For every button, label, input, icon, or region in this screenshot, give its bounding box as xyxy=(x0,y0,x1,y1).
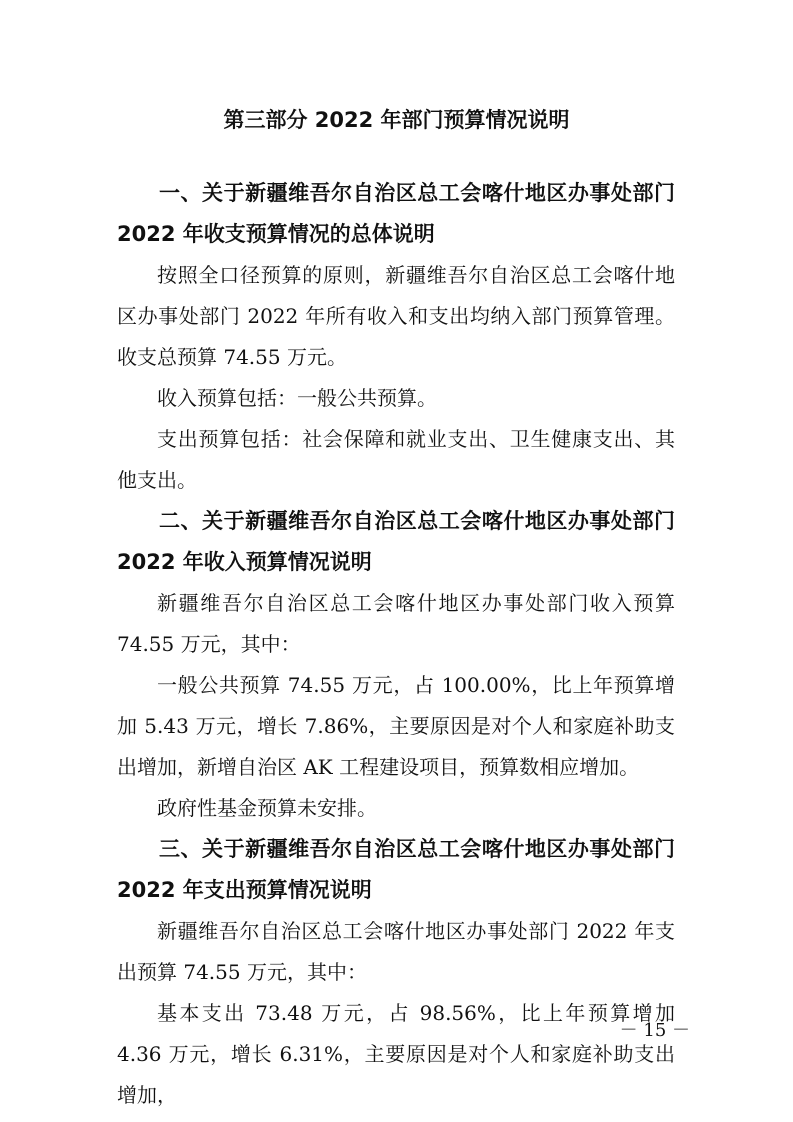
section-2-paragraph-2: 一般公共预算 74.55 万元，占 100.00%，比上年预算增加 5.43 万元，增长 7.86%，主要原因是对个人和家庭补助支出增加，新增自治区 AK 工程建设项目，预算数相应增加。 xyxy=(117,673,675,779)
section-3-paragraph-2: 基本支出 73.48 万元，占 98.56%，比上年预算增加 4.36 万元，增长 6.31%，主要原因是对个人和家庭补助支出增加， xyxy=(117,1001,675,1107)
page-title: 第三部分 2022 年部门预算情况说明 xyxy=(223,108,570,132)
section-1-heading: 一、关于新疆维吾尔自治区总工会喀什地区办事处部门2022 年收支预算情况的总体说明 xyxy=(117,181,675,246)
section-3-paragraph-1: 新疆维吾尔自治区总工会喀什地区办事处部门 2022 年支出预算 74.55 万元，其中： xyxy=(117,919,675,984)
section-1-paragraph-1: 按照全口径预算的原则，新疆维吾尔自治区总工会喀什地区办事处部门 2022 年所有收入和支出均纳入部门预算管理。收支总预算 74.55 万元。 xyxy=(117,263,675,369)
document-body xyxy=(117,173,675,1116)
section-2-paragraph-3: 政府性基金预算未安排。 xyxy=(157,796,377,820)
section-2-heading: 二、关于新疆维吾尔自治区总工会喀什地区办事处部门2022 年收入预算情况说明 xyxy=(117,509,675,574)
section-1-paragraph-2: 收入预算包括：一般公共预算。 xyxy=(157,386,437,410)
section-3-heading: 三、关于新疆维吾尔自治区总工会喀什地区办事处部门2022 年支出预算情况说明 xyxy=(117,837,675,902)
page-number: － 15 － xyxy=(619,1020,690,1041)
section-1-paragraph-3: 支出预算包括：社会保障和就业支出、卫生健康支出、其他支出。 xyxy=(117,427,675,492)
section-2-paragraph-1: 新疆维吾尔自治区总工会喀什地区办事处部门收入预算 74.55 万元，其中： xyxy=(117,591,675,656)
